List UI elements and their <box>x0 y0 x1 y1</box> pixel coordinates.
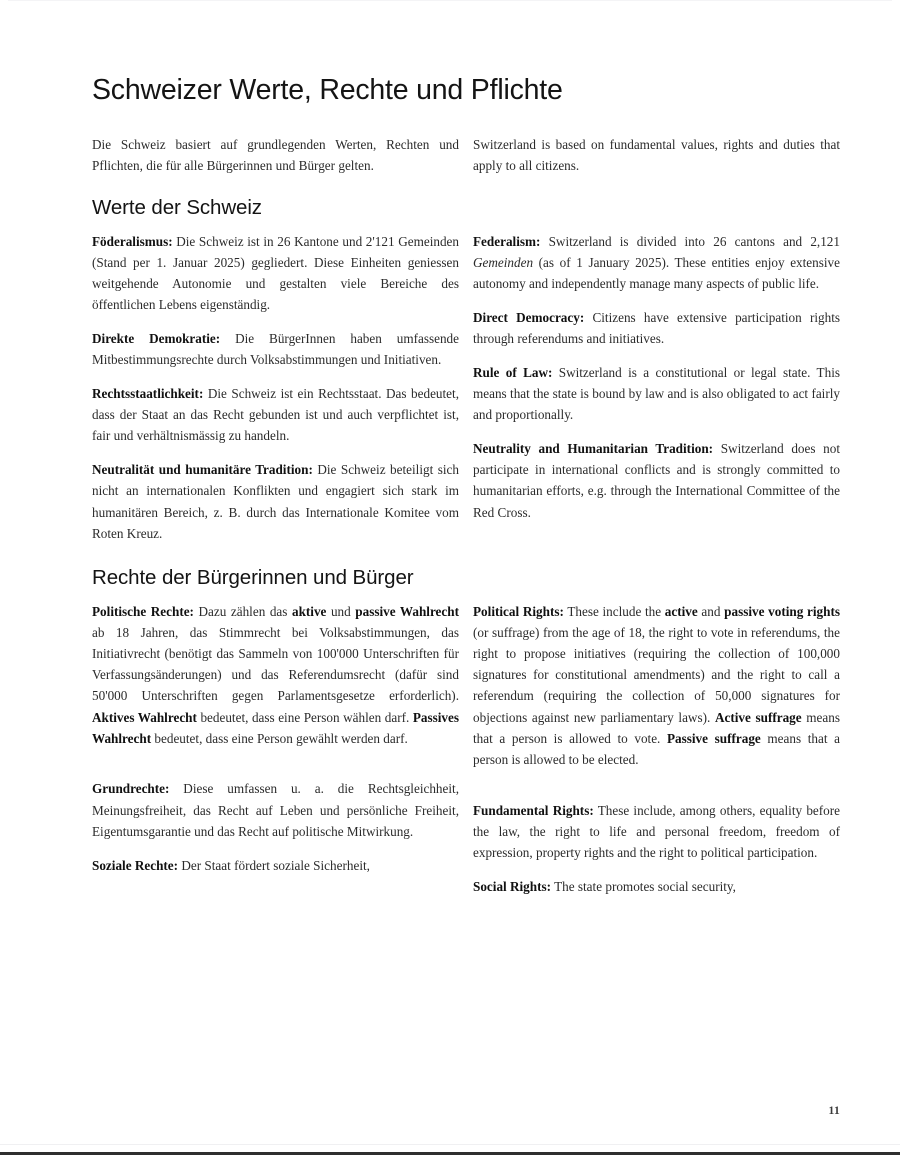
intro-columns <box>92 134 840 176</box>
term-direct-democracy-de: Direkte Demokratie: <box>92 331 221 347</box>
entry-fundamental-rights-en <box>473 800 840 864</box>
term-neutrality-de: Neutralität und humanitäre Tradition: <box>92 462 313 478</box>
entry-direct-democracy-en <box>473 307 840 349</box>
body-direct-democracy-de: Die BürgerInnen haben umfassende Mitbestimmungsrechte durch Volksabstimmungen und Initiativen. <box>92 331 459 368</box>
paragraph-spacer-de <box>92 761 459 778</box>
section-rights-columns <box>92 601 840 897</box>
intro-paragraph-de: Die Schweiz basiert auf grundlegenden Werten, Rechten und Pflichten, die für alle Bürgerinnen und Bürger gelten. <box>92 136 459 173</box>
body-political-rights-en-1: These include the <box>563 603 665 619</box>
term-fundamental-rights-de: Grundrechte: <box>92 781 170 797</box>
emph-active-suffrage-en: Active suffrage <box>714 709 802 725</box>
entry-rule-of-law-en <box>473 362 840 426</box>
body-political-rights-de-2: und <box>326 603 356 619</box>
emph-active-de: aktive <box>291 603 327 619</box>
section-values <box>92 196 840 221</box>
body-fundamental-rights-en: These include, among others, equality before the law, the right to life and personal freedom, freedom of expression, property rights and the right to political participation. <box>473 802 840 861</box>
entry-federalism-de <box>92 231 459 316</box>
body-fundamental-rights-de: Diese umfassen u. a. die Rechtsgleichheit, Meinungsfreiheit, das Recht auf Leben und persönliche Freiheit, Eigentumsgarantie und das Recht auf politische Mitwirkung. <box>92 781 459 839</box>
body-political-rights-de-3: ab 18 Jahren, das Stimmrecht bei Volksabstimmungen, das Initiativrecht (benötigt das Sammeln von 100'000 Unterschriften für Verfassungsänderungen) und das Referendumsrecht (dafür sind 50'000 Unterschriften gegen Parlamentsgesetze erforderlich). <box>92 624 459 704</box>
term-neutrality-en: Neutrality and Humanitarian Tradition: <box>473 440 714 456</box>
emph-passive-suffrage-de: passive Wahlrecht <box>355 603 459 619</box>
emph-passive-suffrage-en: Passive suffrage <box>666 730 761 746</box>
page-bottom-hairline <box>0 1144 900 1145</box>
body-political-rights-en-3: (or suffrage) from the age of 18, the right to vote in referendums, the right to propose initiatives (requiring the collection of 100,000 signatures for constitutional amendments) and the right to call a referendum (requiring the collection of 50,000 signatures for objections against new parliamentary laws). <box>473 624 840 725</box>
term-direct-democracy-en: Direct Democracy: <box>473 309 585 325</box>
section-values-column-german <box>92 231 459 544</box>
section-values-columns <box>92 231 840 544</box>
term-federalism-de: Föderalismus: <box>92 233 173 249</box>
term-political-rights-en: Political Rights: <box>473 603 564 619</box>
body-federalism-en-before: Switzerland is divided into 26 cantons and 2,121 <box>540 233 840 249</box>
body-rule-of-law-de: Die Schweiz ist ein Rechtsstaat. Das bedeutet, dass der Staat an das Recht gebunden ist und auch verpflichtet ist, fair und verhältnismässig zu handeln. <box>92 385 459 444</box>
body-political-rights-en-2: and <box>697 603 725 619</box>
intro-column-english <box>473 134 840 176</box>
term-political-rights-de: Politische Rechte: <box>92 603 194 619</box>
body-social-rights-de: Der Staat fördert soziale Sicherheit, <box>178 857 370 873</box>
body-direct-democracy-en: Citizens have extensive participation rights through referendums and initiatives. <box>473 309 840 347</box>
emph-active-suffrage-de: Aktives Wahlrecht <box>92 709 197 725</box>
emph-passive-suffrage-2-de: Passives Wahlrecht <box>92 709 459 746</box>
entry-political-rights-de <box>92 601 459 749</box>
entry-neutrality-de <box>92 459 459 544</box>
body-political-rights-de-5: bedeutet, dass eine Person gewählt werden darf. <box>151 730 408 746</box>
body-federalism-en-italic: Gemeinden <box>473 254 534 270</box>
body-neutrality-en: Switzerland does not participate in international conflicts and is strongly committed to humanitarian efforts, e.g. through the International Committee of the Red Cross. <box>473 440 841 520</box>
paragraph-spacer-en <box>473 783 840 800</box>
term-fundamental-rights-en: Fundamental Rights: <box>473 802 594 818</box>
term-rule-of-law-de: Rechtsstaatlichkeit: <box>92 385 204 401</box>
body-political-rights-en-5: means that a person is allowed to be elected. <box>473 730 840 767</box>
entry-rule-of-law-de <box>92 383 459 447</box>
body-federalism-en-after: (as of 1 January 2025). These entities enjoy extensive autonomy and independently manage many aspects of public life. <box>473 254 840 292</box>
page-bottom-edge <box>0 1152 900 1155</box>
body-federalism-de: Die Schweiz ist in 26 Kantone und 2'121 Gemeinden (Stand per 1. Januar 2025) gegliedert. Diese Einheiten geniessen weitgehende Autonomie und gestalten viele Bereiche des öffentlichen Lebens eigenständig. <box>92 233 459 313</box>
emph-passive-voting-rights-en: passive voting rights <box>724 603 840 619</box>
body-political-rights-en-4: means that a person is allowed to vote. <box>473 709 840 746</box>
intro-column-german <box>92 134 459 176</box>
body-political-rights-de-4: bedeutet, dass eine Person wählen darf. <box>196 709 413 725</box>
section-rights-column-english <box>473 601 840 897</box>
page-number: 11 <box>828 1105 840 1117</box>
page-title: Schweizer Werte, Rechte und Pflichte <box>92 74 563 106</box>
entry-political-rights-en <box>473 601 840 771</box>
section-heading-rights: Rechte der Bürgerinnen und Bürger <box>92 565 414 589</box>
term-social-rights-en: Social Rights: <box>473 878 552 894</box>
page-top-edge <box>8 0 892 1</box>
emph-active-en: active <box>664 603 698 619</box>
page-content <box>92 74 840 897</box>
entry-federalism-en <box>473 231 840 295</box>
section-values-column-english <box>473 231 840 544</box>
entry-social-rights-de <box>92 855 459 876</box>
entry-fundamental-rights-de <box>92 778 459 842</box>
term-social-rights-de: Soziale Rechte: <box>92 857 179 873</box>
term-rule-of-law-en: Rule of Law: <box>473 364 553 380</box>
body-neutrality-de: Die Schweiz beteiligt sich nicht an internationalen Konflikten und engagiert sich stark im humanitären Bereich, z. B. durch das Internationale Komitee vom Roten Kreuz. <box>92 462 459 541</box>
entry-neutrality-en <box>473 438 840 523</box>
entry-direct-democracy-de <box>92 328 459 370</box>
term-federalism-en: Federalism: <box>473 233 541 249</box>
entry-social-rights-en <box>473 876 840 897</box>
section-rights <box>92 566 840 591</box>
section-heading-values: Werte der Schweiz <box>92 196 262 220</box>
body-political-rights-de-1: Dazu zählen das <box>193 603 292 619</box>
body-social-rights-en: The state promotes social security, <box>551 878 736 894</box>
intro-paragraph-en: Switzerland is based on fundamental values, rights and duties that apply to all citizens. <box>473 136 840 173</box>
body-rule-of-law-en: Switzerland is a constitutional or legal state. This means that the state is bound by law and is also obligated to act fairly and proportionally. <box>473 364 840 423</box>
section-rights-column-german <box>92 601 459 897</box>
